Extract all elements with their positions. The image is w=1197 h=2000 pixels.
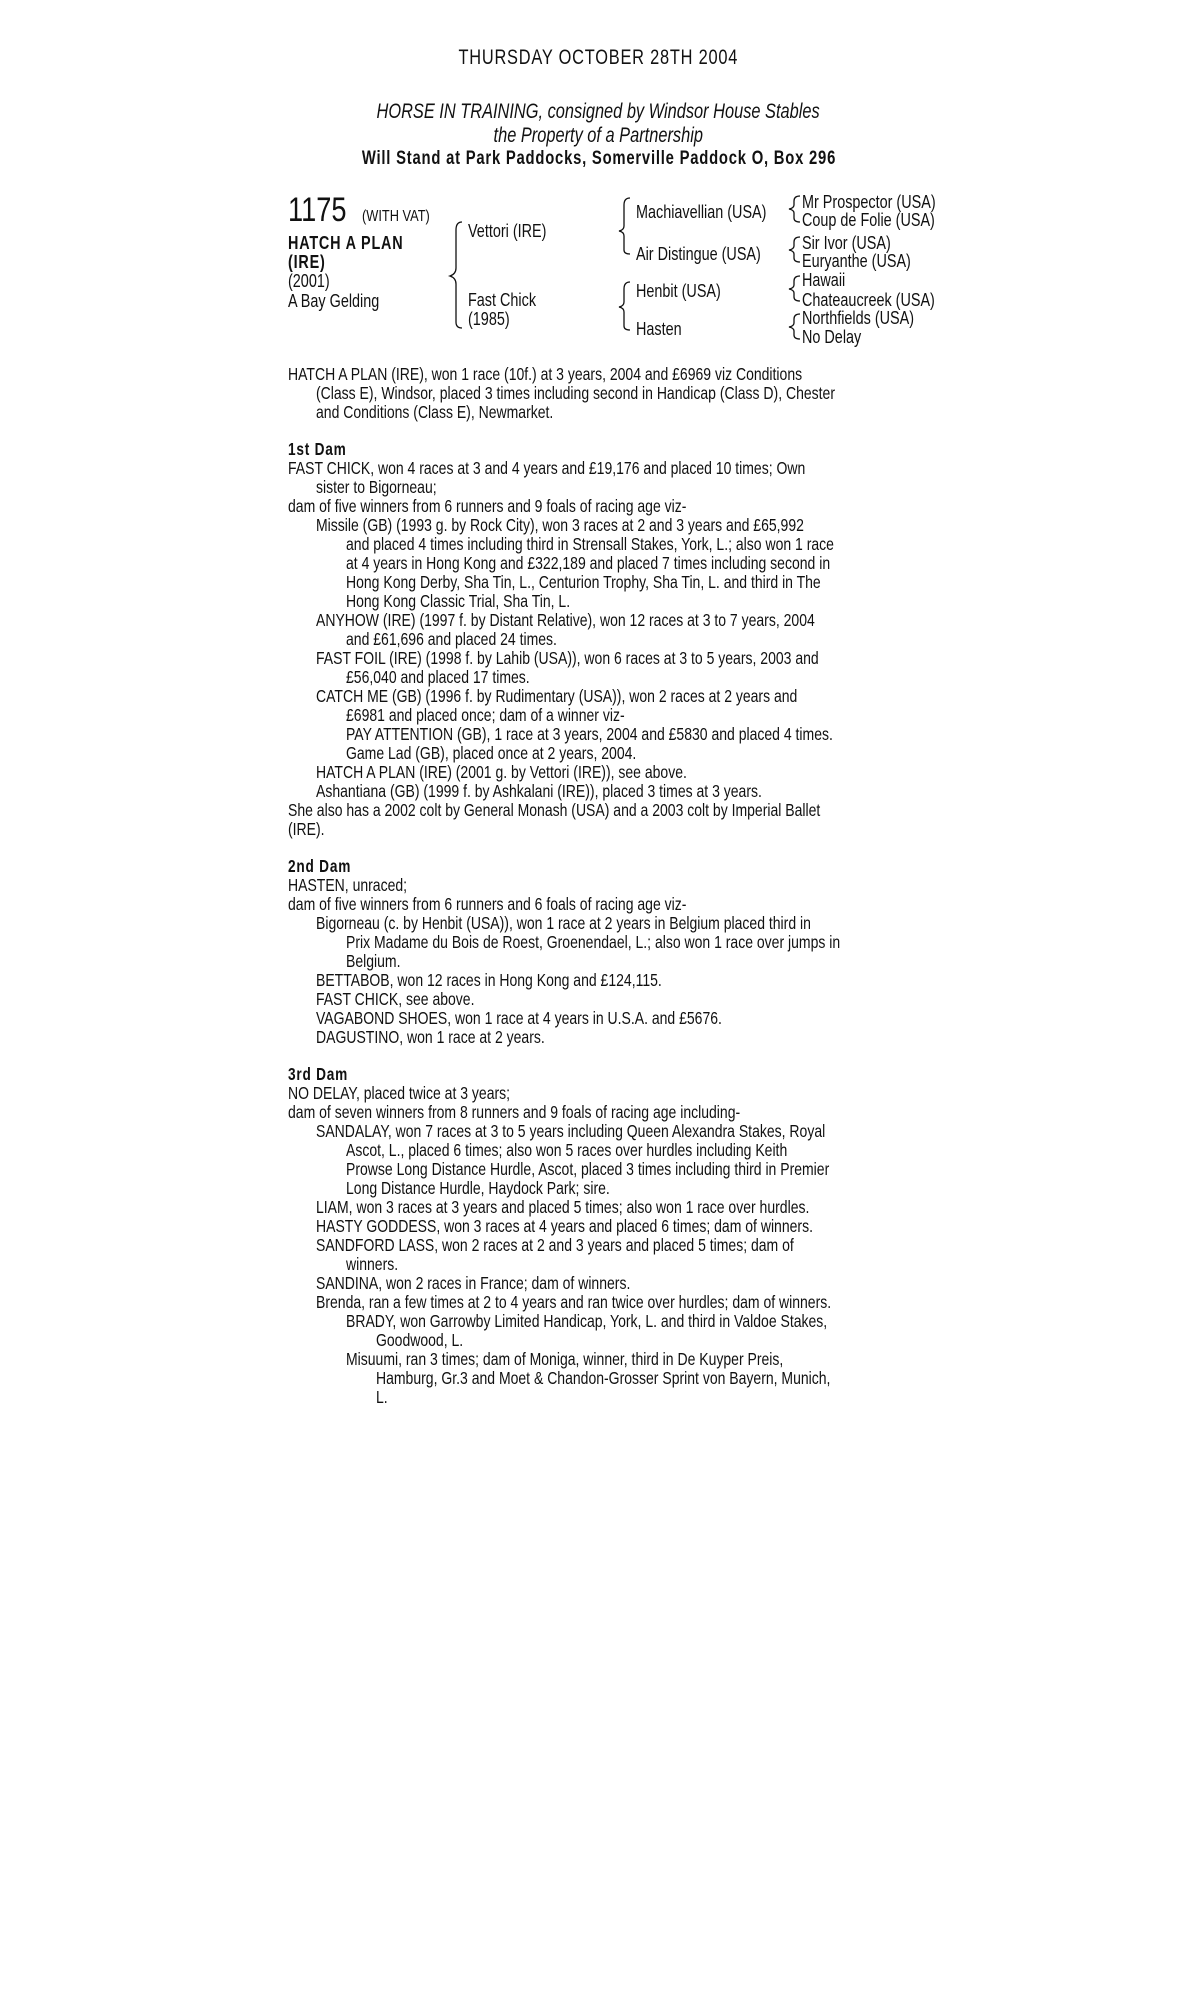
dam3-line: LIAM, won 3 races at 3 years and placed 5 times; also won 1 race over hurdles. [316,1197,810,1217]
brace-gen3-4 [789,314,800,339]
catalogue-body [288,365,916,1407]
stand-location: Will Stand at Park Paddocks, Somerville Paddock O, Box 296 [361,148,836,169]
pedigree-sss: Mr Prospector (USA) [802,192,936,212]
brace-gen2-sire [619,198,630,254]
dam1-line: PAY ATTENTION (GB), 1 race at 3 years, 2004 and £5830 and placed 4 times. [346,724,833,744]
dam1-line: Hong Kong Derby, Sha Tin, L., Centurion Trophy, Sha Tin, L. and third in The [346,572,821,592]
dam3-line: BRADY, won Garrowby Limited Handicap, York, L. and third in Valdoe Stakes, [346,1311,828,1331]
pedigree-dam: Fast Chick [468,290,537,310]
dam2-line: Prix Madame du Bois de Roest, Groenendael, L.; also won 1 race over jumps in [346,932,841,952]
pedigree-sire-sire: Machiavellian (USA) [636,202,767,222]
dam3-line: SANDALAY, won 7 races at 3 to 5 years including Queen Alexandra Stakes, Royal [316,1121,826,1141]
pedigree-sire-dam: Air Distingue (USA) [636,244,761,264]
third-dam-section [288,1084,916,1407]
horse-country: (IRE) [288,252,326,272]
dam1-line: Ashantiana (GB) (1999 f. by Ashkalani (IRE)), placed 3 times at 3 years. [316,781,762,801]
second-dam-section [288,876,916,1047]
dam3-line: Ascot, L., placed 6 times; also won 5 races over hurdles including Keith [346,1140,788,1160]
pedigree-dss: Hawaii [802,270,846,290]
dam3-line: Brenda, ran a few times at 2 to 4 years and ran twice over hurdles; dam of winners. [316,1292,832,1312]
first-dam-section [288,459,916,839]
dam3-line: SANDFORD LASS, won 2 races at 2 and 3 years and placed 5 times; dam of [316,1235,794,1255]
dam3-line: winners. [346,1254,399,1274]
pedigree-dds: Northfields (USA) [802,308,915,328]
pedigree-dam-sire: Henbit (USA) [636,281,721,301]
dam1-line: Game Lad (GB), placed once at 2 years, 2004. [346,743,637,763]
dam2-line: HASTEN, unraced; [288,875,408,895]
brace-gen2-dam [619,282,630,330]
dam1-line: £56,040 and placed 17 times. [346,667,530,687]
pedigree-ddd: No Delay [802,327,862,347]
dam1-line: HATCH A PLAN (IRE) (2001 g. by Vettori (IRE)), see above. [316,762,687,782]
dam1-line: She also has a 2002 colt by General Monash (USA) and a 2003 colt by Imperial Ballet [288,800,821,820]
dam1-line: £6981 and placed once; dam of a winner viz- [346,705,625,725]
pedigree-dsd: Chateaucreek (USA) [802,290,935,310]
intro-line: HATCH A PLAN (IRE), won 1 race (10f.) at 3 years, 2004 and £6969 viz Conditions [288,364,803,384]
pedigree-sds: Sir Ivor (USA) [802,233,891,253]
dam2-line: dam of five winners from 6 runners and 6 foals of racing age viz- [288,894,687,914]
dam3-line: Misuumi, ran 3 times; dam of Moniga, winner, third in De Kuyper Preis, [346,1349,784,1369]
brace-gen1 [450,222,462,328]
dam1-line: CATCH ME (GB) (1996 f. by Rudimentary (USA)), won 2 races at 2 years and [316,686,798,706]
dam2-line: Bigorneau (c. by Henbit (USA)), won 1 race at 2 years in Belgium placed third in [316,913,811,933]
pedigree-dam-dam: Hasten [636,319,682,339]
horse-sex: A Bay Gelding [288,291,380,311]
pedigree-ssd: Coup de Folie (USA) [802,210,935,230]
dam3-line: Long Distance Hurdle, Haydock Park; sire. [346,1178,610,1198]
dam1-line: and placed 4 times including third in Strensall Stakes, York, L.; also won 1 race [346,534,834,554]
dam3-line: Hamburg, Gr.3 and Moet & Chandon-Grosser Sprint von Bayern, Munich, [376,1368,831,1388]
second-dam-heading: 2nd Dam [288,856,352,876]
dam3-line: SANDINA, won 2 races in France; dam of winners. [316,1273,631,1293]
dam2-line: FAST CHICK, see above. [316,989,475,1009]
racing-record [288,365,916,422]
dam2-line: VAGABOND SHOES, won 1 race at 4 years in U.S.A. and £5676. [316,1008,722,1028]
horse-year: (2001) [288,271,330,291]
intro-line: and Conditions (Class E), Newmarket. [316,402,554,422]
third-dam-heading: 3rd Dam [288,1064,349,1084]
dam1-line: Missile (GB) (1993 g. by Rock City), won 3 races at 2 and 3 years and £65,992 [316,515,804,535]
dam1-line: ANYHOW (IRE) (1997 f. by Distant Relative), won 12 races at 3 to 7 years, 2004 [316,610,815,630]
lot-vat: (WITH VAT) [362,208,430,225]
dam3-line: NO DELAY, placed twice at 3 years; [288,1083,511,1103]
dam1-line: FAST CHICK, won 4 races at 3 and 4 years and £19,176 and placed 10 times; Own [288,458,806,478]
dam2-line: Belgium. [346,951,401,971]
dam1-line: at 4 years in Hong Kong and £322,189 and placed 7 times including second in [346,553,831,573]
first-dam-heading: 1st Dam [288,439,347,459]
pedigree-sire: Vettori (IRE) [468,221,547,241]
pedigree-dam-year: (1985) [468,309,510,329]
dam3-line: Goodwood, L. [376,1330,464,1350]
dam1-line: Hong Kong Classic Trial, Sha Tin, L. [346,591,571,611]
sale-date: THURSDAY OCTOBER 28TH 2004 [458,46,739,69]
dam3-line: Prowse Long Distance Hurdle, Ascot, placed 3 times including third in Premier [346,1159,830,1179]
consignment-line: HORSE IN TRAINING, consigned by Windsor House Stables [376,100,821,123]
dam1-line: (IRE). [288,819,325,839]
dam3-line: HASTY GODDESS, won 3 races at 4 years and placed 6 times; dam of winners. [316,1216,813,1236]
dam1-line: and £61,696 and placed 24 times. [346,629,557,649]
dam2-line: BETTABOB, won 12 races in Hong Kong and £124,115. [316,970,662,990]
pedigree-sdd: Euryanthe (USA) [802,251,911,271]
dam2-line: DAGUSTINO, won 1 race at 2 years. [316,1027,545,1047]
dam1-line: FAST FOIL (IRE) (1998 f. by Lahib (USA)), won 6 races at 3 to 5 years, 2003 and [316,648,819,668]
dam3-line: dam of seven winners from 8 runners and 9 foals of racing age including- [288,1102,741,1122]
horse-name: HATCH A PLAN [288,233,404,253]
dam1-line: dam of five winners from 6 runners and 9 foals of racing age viz- [288,496,687,516]
owner-line: the Property of a Partnership [493,124,704,147]
dam3-line: L. [376,1387,388,1407]
lot-number: 1175 [288,191,347,229]
dam1-line: sister to Bigorneau; [316,477,437,497]
intro-line: (Class E), Windsor, placed 3 times including second in Handicap (Class D), Chester [316,383,835,403]
brace-gen3-3 [789,276,800,301]
